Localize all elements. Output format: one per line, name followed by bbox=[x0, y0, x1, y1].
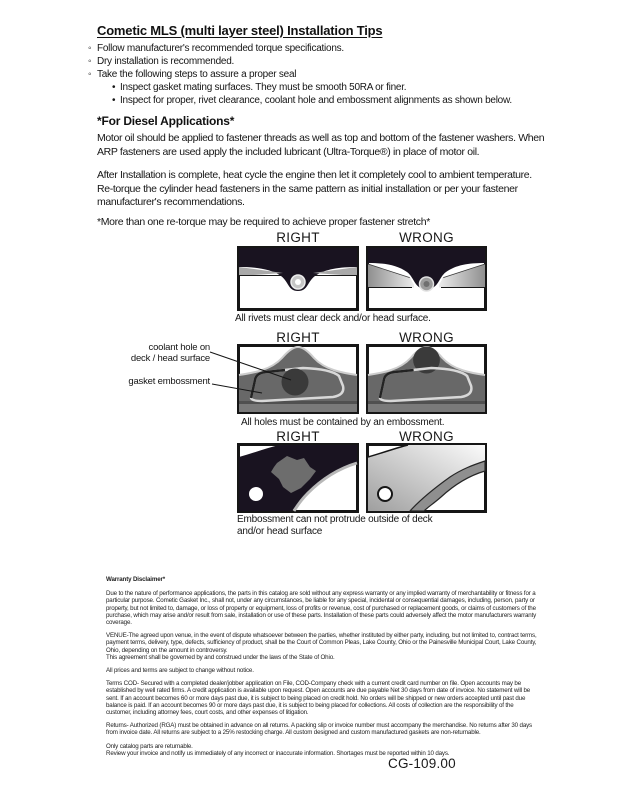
legal-paragraph: Review your invoice and notify us immediately of any incorrect or inaccurate information. Shortages must be reported within 10 days. bbox=[106, 749, 450, 757]
coolant-hole-label bbox=[118, 343, 210, 364]
legal-paragraph: All prices and terms are subject to change without notice. bbox=[106, 667, 254, 675]
legal-paragraph: Terms COD- Secured with a completed dealer/jobber application on File, COD-Company check with a current credit card number on file. Open accounts may be established by well rated firms. A credit application is available upon request. Open accounts are due payable Net 30 days from date of invoice. No statement will be sent. If an account becomes 60 or more days past due, it is subject to being placed on credit hold. No orders will be shipped or new orders accepted until past due balance is paid. If an account becomes 90 or more days past due, it is subject to being placed for collections. All costs of collection are the responsibility of the customer, including attorney fees, court costs, and other expenses of litigation. bbox=[106, 680, 531, 717]
tip-text: Follow manufacturer's recommended torque specifications. bbox=[97, 43, 344, 54]
diagram-protrusion-wrong bbox=[366, 443, 487, 513]
gasket-embossment-label: gasket embossment bbox=[128, 376, 210, 387]
list-item bbox=[88, 42, 568, 55]
tip-text: Take the following steps to assure a proper seal bbox=[97, 69, 297, 80]
retorque-note: *More than one re-torque may be required to achieve proper fastener stretch* bbox=[97, 216, 430, 228]
diesel-paragraph-2: After Installation is complete, heat cycle the engine then let it completely cool to ambient temperature. Re-torque the cylinder head fasteners in the same pattern as initial installation or per your fastener manufacturer's recommendations. bbox=[97, 169, 532, 208]
legal-paragraph: VENUE-The agreed upon venue, in the event of dispute whatsoever between the parties, whether instituted by either party, including, but not limited to, contract terms, payment terms, delivery, type, defects, sufficiency of product, shall be the Court of Common Pleas, Lake County, Ohio or the Painesville Municipal Court, Lake County, Ohio, depending on the amount in controversy. bbox=[106, 632, 537, 654]
caption-protrusion-line2: and/or head surface bbox=[237, 526, 323, 537]
list-item bbox=[88, 55, 568, 68]
diagram-rivet-right bbox=[237, 246, 359, 311]
legal-paragraph: Due to the nature of performance applications, the parts in this catalog are sold without any express warranty or any implied warranty of merchantability or fitness for a particular purpose. Cometic Gasket Inc., shall not, under any circumstances, be liable for any special, incidental or consequential damages, including, person, party or property, but not limited to, damage, or loss of property or equipment, loss of profits or revenue, cost of purchased or replacement goods, or claims of customers of the purchase, which may arise and/or result from sale, installation or use of these parts. Installation of these parts could adversely affect the motor manufacturers warranty coverage. bbox=[106, 590, 537, 627]
rivet-right-illustration bbox=[237, 246, 359, 311]
caption-holes: All holes must be contained by an embossment. bbox=[241, 417, 445, 428]
protrusion-wrong-illustration bbox=[366, 443, 487, 513]
wrong-header-row2: WRONG bbox=[399, 330, 454, 345]
list-item bbox=[112, 94, 568, 107]
page-title: Cometic MLS (multi layer steel) Installation Tips bbox=[97, 23, 383, 38]
coolant-hole-label-line2: deck / head surface bbox=[130, 352, 210, 364]
hollow-bullet-icon: ◦ bbox=[88, 43, 92, 54]
diesel-paragraph-1: Motor oil should be applied to fastener threads as well as top and bottom of the fastener washers. When ARP fasteners are used apply the included lubricant (Ultra-Torque®) in place of motor oil. bbox=[97, 132, 545, 158]
solid-bullet-icon: • bbox=[112, 82, 116, 93]
caption-protrusion bbox=[237, 514, 467, 538]
protrusion-right-illustration bbox=[237, 443, 359, 513]
warranty-heading: Warranty Disclaimer* bbox=[106, 576, 166, 583]
legal-paragraph: Returns- Authorized (RGA) must be obtained in advance on all returns. A packing slip or invoice number must accompany the merchandise. No returns after 30 days from invoice date. All returns are subject to a 25% restocking charge. All custom designed and custom manufactured gaskets are non-returnable. bbox=[106, 722, 533, 737]
list-item bbox=[112, 81, 568, 94]
embossment-wrong-illustration bbox=[366, 344, 487, 414]
wrong-header-row3: WRONG bbox=[399, 429, 454, 444]
hollow-bullet-icon: ◦ bbox=[88, 56, 92, 67]
list-item bbox=[88, 68, 568, 81]
right-header-row3: RIGHT bbox=[276, 429, 320, 444]
diagram-embossment-wrong bbox=[366, 344, 487, 414]
right-header-row2: RIGHT bbox=[276, 330, 320, 345]
rivet-wrong-illustration bbox=[366, 246, 487, 311]
tip-text: Inspect gasket mating surfaces. They must be smooth 50RA or finer. bbox=[120, 82, 407, 93]
wrong-header-row1: WRONG bbox=[399, 230, 454, 245]
right-header-row1: RIGHT bbox=[276, 230, 320, 245]
caption-protrusion-line1: Embossment can not protrude outside of deck bbox=[237, 514, 433, 525]
caption-rivets: All rivets must clear deck and/or head surface. bbox=[235, 313, 431, 324]
legal-paragraph: This agreement shall be governed by and construed under the laws of the State of Ohio. bbox=[106, 653, 335, 661]
warranty-disclaimer bbox=[106, 576, 540, 757]
diesel-applications-heading: *For Diesel Applications* bbox=[97, 114, 235, 128]
coolant-hole-label-line1: coolant hole on bbox=[148, 342, 210, 353]
solid-bullet-icon: • bbox=[112, 95, 116, 106]
tip-text: Inspect for proper, rivet clearance, coolant hole and embossment alignments as shown below. bbox=[120, 95, 512, 106]
diagram-rivet-wrong bbox=[366, 246, 487, 311]
hollow-bullet-icon: ◦ bbox=[88, 69, 92, 80]
diagram-protrusion-right bbox=[237, 443, 359, 513]
page-number: CG-109.00 bbox=[388, 756, 456, 771]
tip-text: Dry installation is recommended. bbox=[97, 56, 235, 67]
legal-paragraph: Only catalog parts are returnable. bbox=[106, 742, 193, 750]
leader-lines bbox=[205, 341, 305, 401]
tips-list bbox=[88, 42, 568, 107]
